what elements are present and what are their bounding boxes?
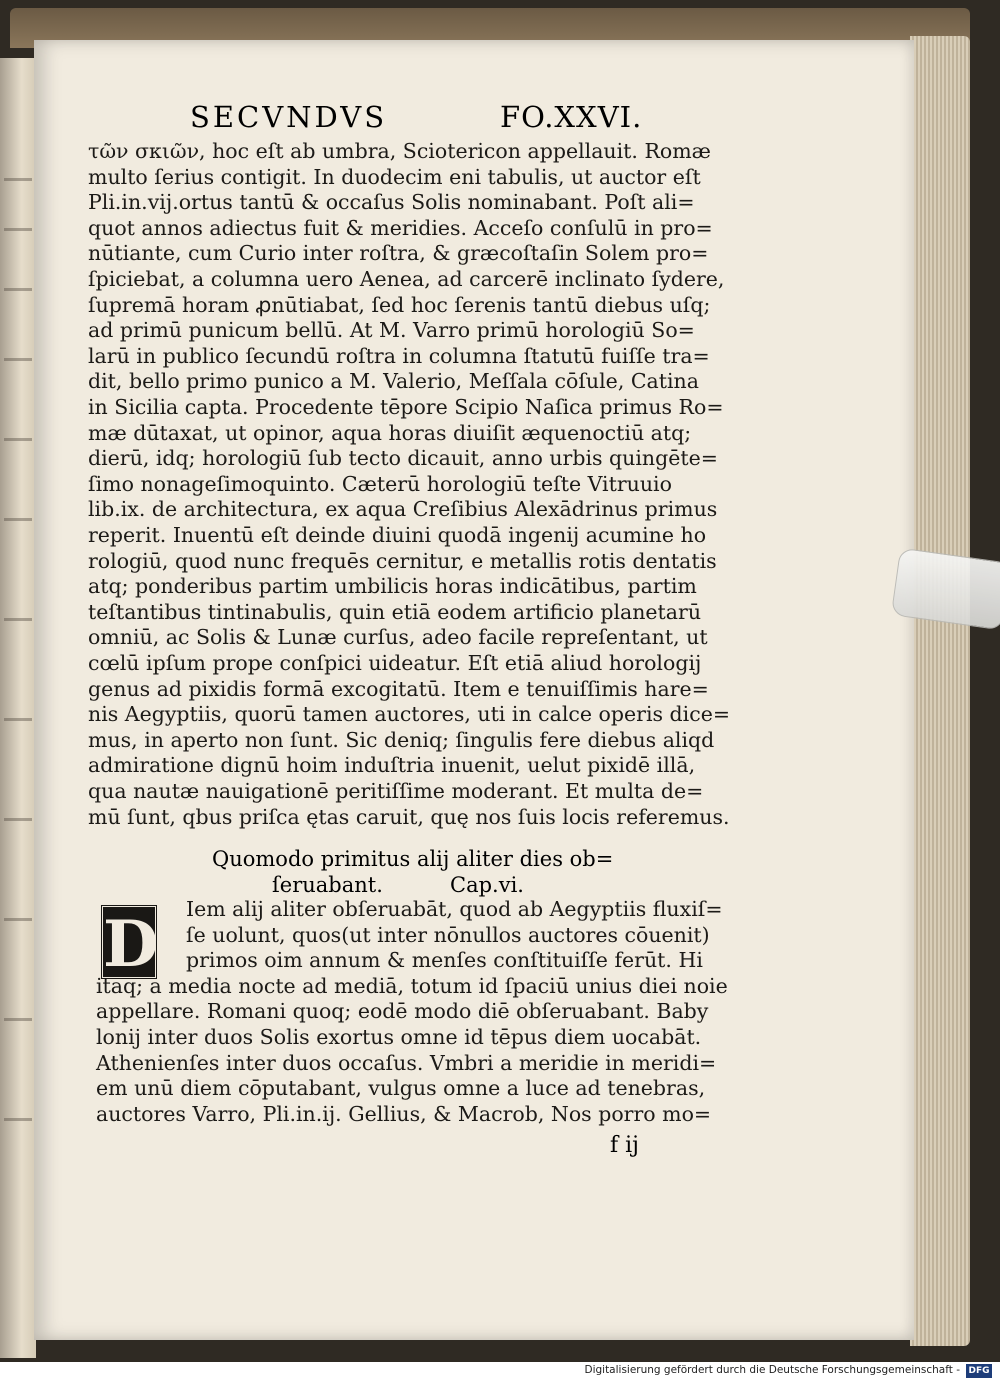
text-line: em unū diem cōputabant, vulgus omne a luce ad tenebras,: [96, 1076, 706, 1101]
ghost-line: [4, 618, 32, 621]
text-line: genus ad pixidis formā excogitatū. Item e tenuiſſimis hare=: [88, 676, 709, 701]
signature-mark: f ij: [610, 1133, 639, 1158]
text-line: quot annos adiectus fuit & meridies. Acceſo conſulū in pro=: [88, 215, 713, 240]
text-line: Pli.in.vij.ortus tantū & occaſus Solis nominabant. Poſt ali=: [88, 190, 695, 215]
text-line: ad primū punicum bellū. At M. Varro primū horologiū So=: [88, 318, 695, 343]
text-line: Athenienſes inter duos occaſus. Vmbri a meridie in meridi=: [96, 1050, 717, 1075]
text-line: ſe uolunt, quos(ut inter nōnullos auctores cōuenit): [186, 922, 710, 947]
text-line: primos oim annum & menſes conſtituiſſe ferūt. Hi: [186, 948, 703, 973]
footer-credit: Digitalisierung gefördert durch die Deutsche Forschungsgemeinschaft -: [584, 1364, 960, 1376]
text-line: cœlū ipſum prope conſpici uideatur. Eſt etiā aliud horologij: [88, 651, 702, 675]
chapter-heading-line1: Quomodo primitus alij aliter dies ob=: [212, 847, 614, 871]
ghost-line: [4, 288, 32, 291]
text-line: itaq; a media nocte ad mediā, totum id ſpaciū unius diei noie: [96, 973, 728, 998]
running-head-title: SECVNDVS: [190, 100, 388, 134]
text-line: qua nautæ nauigationē peritiſſime moderant. Et multa de=: [88, 779, 704, 803]
text-line: mæ dūtaxat, ut opinor, aqua horas diuiſit æquenoctiū atq;: [88, 420, 692, 445]
chapter-number: Cap.vi.: [450, 873, 524, 897]
text-line: mus, in aperto non ſunt. Sic deniq; ſingulis fere diebus aliqd: [88, 727, 715, 752]
ghost-line: [4, 178, 32, 181]
text-line: multo ſerius contigit. In duodecim eni tabulis, ut auctor eſt: [88, 164, 701, 189]
text-line: nis Aegyptiis, quorū tamen auctores, uti in calce operis dice=: [88, 702, 731, 727]
ghost-line: [4, 438, 32, 441]
text-line: τῶν σκιῶν, hoc eſt ab umbra, Sciotericon appellauit. Romæ: [88, 139, 711, 163]
text-line: dierū, idq; horologiū ſub tecto dicauit, anno urbis quingēte=: [88, 446, 718, 471]
text-line: lib.ix. de architectura, ex aqua Creſibius Alexādrinus primus: [88, 497, 718, 522]
text-line: auctores Varro, Pli.in.ij. Gellius, & Macrob, Nos porro mo=: [96, 1101, 712, 1126]
text-line: omniū, ac Solis & Lunæ curſus, adeo facile repreſentant, ut: [88, 625, 708, 650]
ghost-line: [4, 918, 32, 921]
running-head: [100, 100, 660, 140]
folio-number: FO.XXVI.: [500, 100, 643, 134]
ghost-line: [4, 228, 32, 231]
ghost-line: [4, 718, 32, 721]
text-line: dit, bello primo punico a M. Valerio, Meſſala cōſule, Catina: [88, 369, 699, 394]
chapter-heading-line2: ſeruabant.: [272, 873, 383, 897]
text-line: Iem alij aliter obſeruabāt, quod ab Aegyptiis fluxiſ=: [186, 897, 723, 921]
text-line: ſupremā horam ꝓnūtiabat, ſed hoc ſerenis tantū diebus uſq;: [88, 292, 711, 317]
page-fore-edge: [910, 36, 970, 1346]
text-line: teſtantibus tintinabulis, quin etiā eodem artificio planetarū: [88, 599, 702, 624]
decorated-initial: D: [100, 904, 158, 980]
text-line: nūtiante, cum Curio inter roſtra, & græcoſtaſin Solem pro=: [88, 241, 709, 266]
text-line: larū in publico ſecundū roſtra in columna ſtatutū fuiſſe tra=: [88, 343, 710, 368]
text-line: mū ſunt, qbus priſca ętas caruit, quę nos ſuis locis referemus.: [88, 804, 730, 829]
ghost-line: [4, 358, 32, 361]
text-line: ſpiciebat, a columna uero Aenea, ad carcerē inclinato ſydere,: [88, 267, 725, 291]
text-line: admiratione dignū hoim induſtria inuenit, uelut pixidē illā,: [88, 753, 696, 778]
ghost-line: [4, 818, 32, 821]
text-line: atq; ponderibus partim umbilicis horas indicātibus, partim: [88, 574, 697, 599]
ghost-line: [4, 1018, 32, 1021]
text-line: rologiū, quod nunc frequēs cernitur, e metallis rotis dentatis: [88, 548, 717, 573]
ghost-line: [4, 518, 32, 521]
text-line: reperit. Inuentū eſt deinde diuini quodā ingenij acumine ho: [88, 523, 707, 547]
facing-page-edge: [0, 58, 36, 1358]
text-line: appellare. Romani quoq; eodē modo diē obſeruabant. Baby: [96, 999, 709, 1024]
dfg-logo: DFG: [966, 1364, 992, 1378]
text-line: in Sicilia capta. Procedente tēpore Scipio Naſica primus Ro=: [88, 395, 724, 419]
ghost-line: [4, 1118, 32, 1121]
text-line: lonij inter duos Solis exortus omne id tēpus diem uocabāt.: [96, 1025, 702, 1049]
text-line: ſimo nonageſimoquinto. Cæterū horologiū teſte Vitruuio: [88, 471, 672, 496]
